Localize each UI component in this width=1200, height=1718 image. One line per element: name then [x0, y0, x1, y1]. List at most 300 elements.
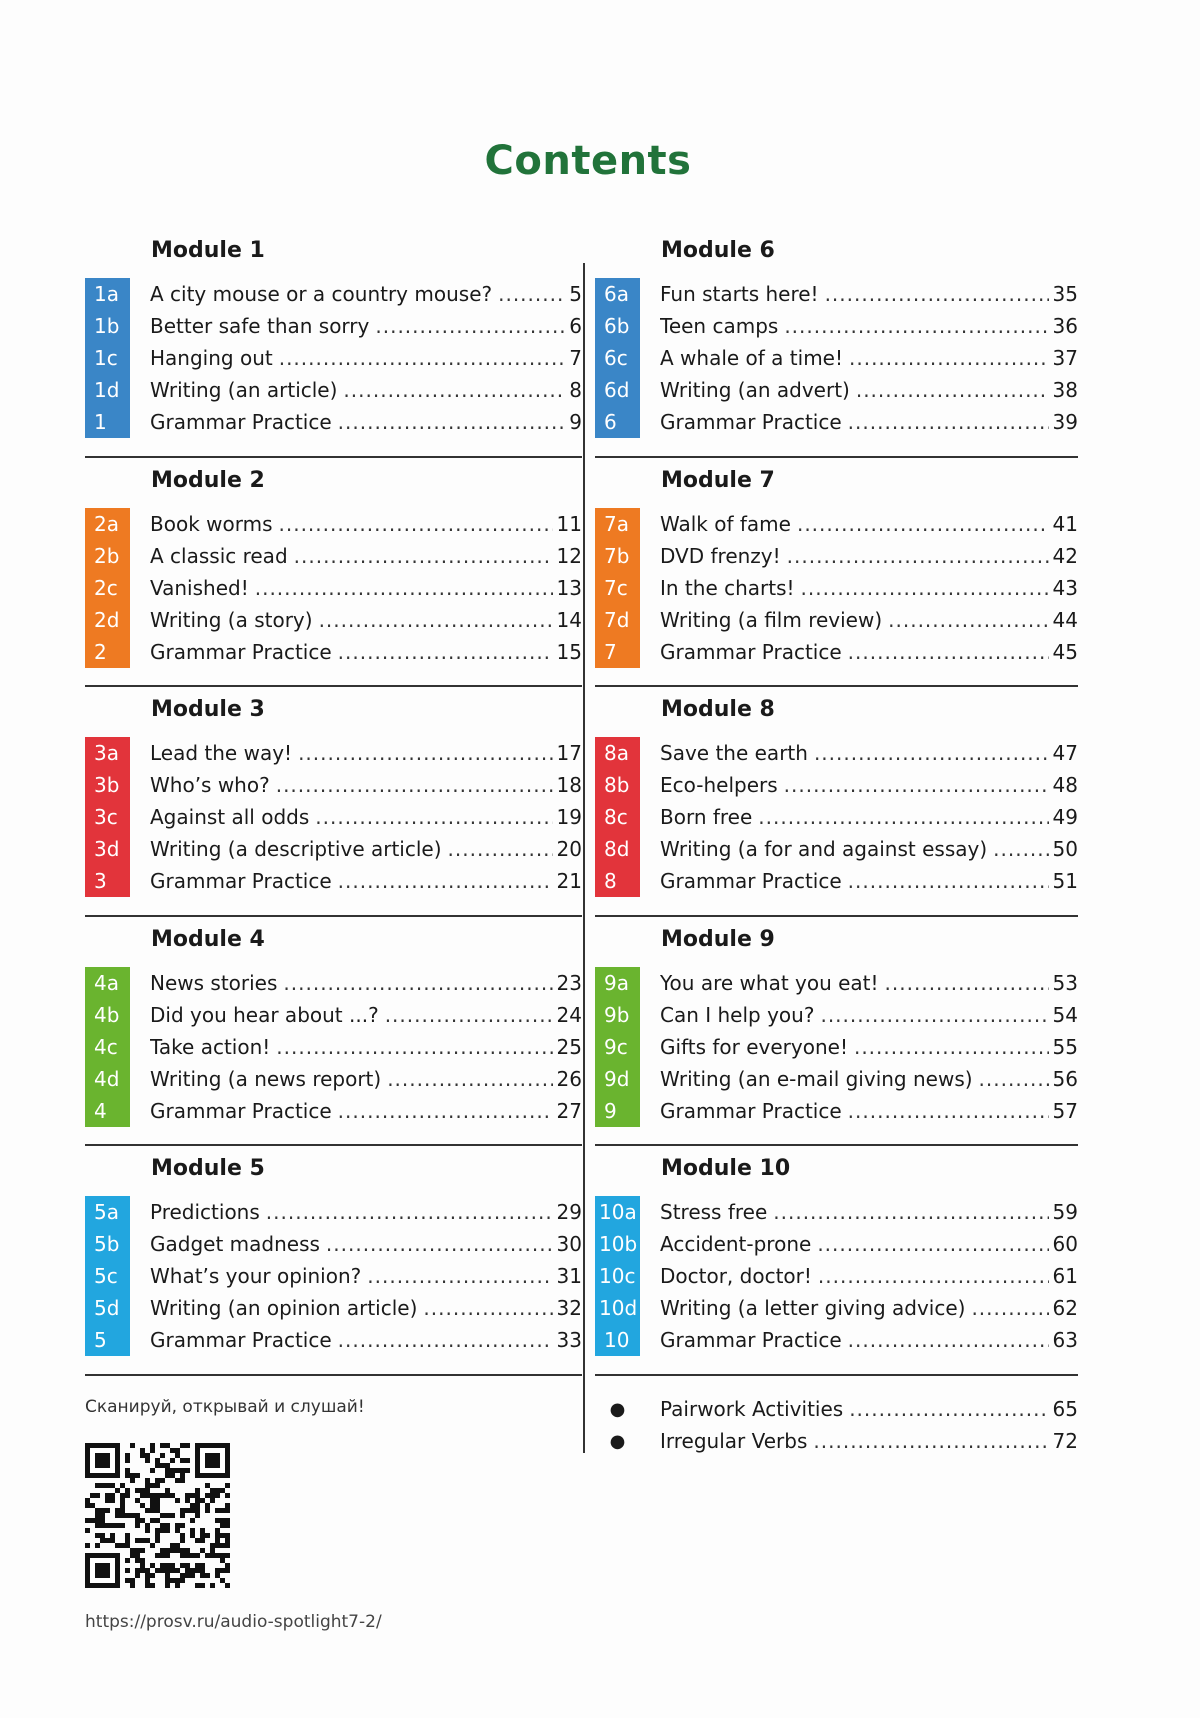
- lesson-list: [85, 508, 582, 668]
- bullet-icon: ●: [609, 1430, 626, 1452]
- lesson-row[interactable]: [595, 1095, 1078, 1127]
- lesson-row[interactable]: [85, 1196, 582, 1228]
- leader-dots: [801, 576, 1049, 600]
- lesson-code: 3b: [85, 769, 130, 801]
- lesson-code: 1d: [85, 374, 130, 406]
- leader-dots: [848, 410, 1049, 434]
- module-section: [595, 687, 1078, 917]
- leader-dots: [338, 1099, 553, 1123]
- lesson-title: What’s your opinion?: [150, 1264, 362, 1288]
- page-number: 19: [556, 805, 582, 829]
- page-number: 26: [556, 1066, 582, 1091]
- leader-dots: [848, 1099, 1049, 1123]
- extra-title: Pairwork Activities: [660, 1397, 844, 1421]
- module-title: Module 1: [151, 238, 265, 263]
- leader-dots: [813, 1429, 1048, 1453]
- lesson-code: 2b: [85, 540, 130, 572]
- lesson-title: Grammar Practice: [150, 1098, 332, 1123]
- lesson-row[interactable]: [85, 310, 582, 342]
- extra-row[interactable]: [595, 1425, 1078, 1457]
- lesson-title: Grammar Practice: [660, 410, 842, 434]
- lesson-row[interactable]: [85, 769, 582, 801]
- leader-dots: [848, 640, 1049, 664]
- lesson-row[interactable]: [595, 801, 1078, 833]
- lesson-entry: [150, 512, 582, 536]
- lesson-entry: [660, 608, 1078, 632]
- column-divider: [583, 263, 585, 1453]
- lesson-row[interactable]: [595, 999, 1078, 1031]
- leader-dots: [856, 378, 1049, 402]
- lesson-list: [85, 737, 582, 897]
- lesson-title: Teen camps: [660, 314, 779, 338]
- lesson-code: 4b: [85, 999, 130, 1031]
- lesson-entry: [660, 1099, 1078, 1123]
- lesson-code: 8d: [595, 833, 640, 865]
- lesson-entry: [660, 640, 1078, 664]
- lesson-entry: [150, 971, 582, 995]
- lesson-entry: [150, 1099, 582, 1123]
- lesson-title: Vanished!: [150, 575, 249, 600]
- leader-dots: [448, 837, 553, 861]
- lesson-entry: [150, 576, 582, 600]
- lesson-title: Grammar Practice: [150, 410, 332, 434]
- lesson-title: Grammar Practice: [660, 869, 842, 893]
- page-number: 15: [556, 639, 582, 664]
- lesson-title: DVD frenzy!: [660, 543, 781, 568]
- leader-dots: [854, 1035, 1049, 1059]
- lesson-code: 4a: [85, 967, 130, 999]
- lesson-title: Save the earth: [660, 741, 808, 765]
- lesson-title: Writing (a story): [150, 607, 313, 632]
- page-number: 12: [556, 543, 582, 568]
- leader-dots: [338, 640, 553, 664]
- lesson-entry: [660, 512, 1078, 536]
- page-number: 42: [1052, 543, 1078, 568]
- lesson-title: Better safe than sorry: [150, 314, 370, 338]
- lesson-code: 6: [595, 406, 640, 438]
- audio-url[interactable]: https://prosv.ru/audio-spotlight7-2/: [85, 1612, 382, 1632]
- lesson-row[interactable]: [595, 1324, 1078, 1356]
- lesson-code: 4d: [85, 1063, 130, 1095]
- page-number: 60: [1052, 1232, 1078, 1256]
- lesson-entry: [660, 805, 1078, 829]
- lesson-row[interactable]: [595, 1063, 1078, 1095]
- lesson-title: Stress free: [660, 1200, 768, 1224]
- lesson-title: Born free: [660, 805, 753, 829]
- leader-dots: [294, 544, 553, 568]
- lesson-title: In the charts!: [660, 575, 795, 600]
- leader-dots: [848, 869, 1049, 893]
- lesson-code: 9c: [595, 1031, 640, 1063]
- lesson-row[interactable]: [595, 604, 1078, 636]
- page-number: 41: [1052, 511, 1078, 536]
- page-number: 21: [556, 869, 582, 893]
- lesson-title: Fun starts here!: [660, 282, 819, 306]
- lesson-row[interactable]: [85, 1095, 582, 1127]
- leader-dots: [498, 282, 564, 306]
- leader-dots: [387, 1067, 552, 1091]
- lesson-code: 6c: [595, 342, 640, 374]
- page-number: 9: [569, 410, 582, 434]
- lesson-row[interactable]: [595, 865, 1078, 897]
- module-divider: [595, 1374, 1078, 1376]
- lesson-entry: [660, 1296, 1078, 1320]
- lesson-entry: [660, 741, 1078, 765]
- page-number: 39: [1052, 410, 1078, 434]
- lesson-code: 1b: [85, 310, 130, 342]
- leader-dots: [784, 314, 1048, 338]
- leader-dots: [848, 1328, 1049, 1352]
- lesson-code: 5b: [85, 1228, 130, 1260]
- lesson-row[interactable]: [595, 540, 1078, 572]
- page-number: 44: [1052, 607, 1078, 632]
- page-number: 20: [556, 837, 582, 861]
- lesson-entry: [660, 314, 1078, 338]
- lesson-entry: [150, 1200, 582, 1224]
- lesson-entry: [150, 773, 582, 797]
- lesson-title: Did you hear about ...?: [150, 1002, 379, 1027]
- lesson-entry: [150, 1328, 582, 1352]
- lesson-row[interactable]: [85, 342, 582, 374]
- module-section: [595, 228, 1078, 458]
- lesson-title: Grammar Practice: [150, 639, 332, 664]
- leader-dots: [818, 1264, 1049, 1288]
- module-section: [85, 917, 582, 1147]
- extra-title: Irregular Verbs: [660, 1429, 808, 1453]
- lesson-row[interactable]: [85, 636, 582, 668]
- lesson-row[interactable]: [595, 1031, 1078, 1063]
- page-number: 29: [556, 1200, 582, 1224]
- lesson-row[interactable]: [595, 737, 1078, 769]
- lesson-row[interactable]: [595, 636, 1078, 668]
- lesson-title: Grammar Practice: [660, 1328, 842, 1352]
- lesson-entry: [660, 1328, 1078, 1352]
- lesson-entry: [150, 1264, 582, 1288]
- lesson-entry: [660, 1200, 1078, 1224]
- lesson-entry: [150, 1232, 582, 1256]
- lesson-list: [85, 967, 582, 1127]
- lesson-row[interactable]: [595, 406, 1078, 438]
- lesson-row[interactable]: [595, 572, 1078, 604]
- lesson-row[interactable]: [85, 1292, 582, 1324]
- module-section: [85, 228, 582, 458]
- lesson-entry: [150, 410, 582, 434]
- lesson-title: Writing (a news report): [150, 1066, 382, 1091]
- module-title: Module 2: [151, 467, 265, 493]
- lesson-entry: [150, 1067, 582, 1091]
- lesson-code: 9a: [595, 967, 640, 999]
- page-title: Contents: [484, 138, 692, 184]
- lesson-code: 3d: [85, 833, 130, 865]
- lesson-code: 5a: [85, 1196, 130, 1228]
- module-title: Module 5: [151, 1156, 265, 1181]
- leader-dots: [814, 741, 1049, 765]
- page-number: 48: [1052, 773, 1078, 797]
- lesson-code: 10b: [595, 1228, 640, 1260]
- lesson-code: 4c: [85, 1031, 130, 1063]
- extra-entry: [660, 1429, 1078, 1453]
- lesson-row[interactable]: [85, 508, 582, 540]
- lesson-code: 6b: [595, 310, 640, 342]
- lesson-entry: [150, 1035, 582, 1059]
- lesson-title: Writing (a film review): [660, 607, 883, 632]
- lesson-title: Grammar Practice: [150, 869, 332, 893]
- lesson-code: 7d: [595, 604, 640, 636]
- module-title: Module 6: [661, 238, 775, 263]
- lesson-code: 10: [595, 1324, 640, 1356]
- lesson-code: 3c: [85, 801, 130, 833]
- lesson-code: 10a: [595, 1196, 640, 1228]
- lesson-row[interactable]: [595, 1196, 1078, 1228]
- page-number: 65: [1052, 1397, 1078, 1421]
- page-number: 23: [556, 970, 582, 995]
- lesson-code: 10c: [595, 1260, 640, 1292]
- leader-dots: [797, 512, 1049, 536]
- contents-column-left: [85, 228, 582, 1376]
- leader-dots: [825, 282, 1049, 306]
- lesson-code: 9b: [595, 999, 640, 1031]
- extras-list: [595, 1393, 1078, 1457]
- lesson-code: 2d: [85, 604, 130, 636]
- leader-dots: [888, 608, 1048, 632]
- lesson-code: 7c: [595, 572, 640, 604]
- lesson-row[interactable]: [85, 374, 582, 406]
- lesson-code: 3a: [85, 737, 130, 769]
- lesson-title: Writing (an opinion article): [150, 1296, 418, 1320]
- module-title: Module 3: [151, 697, 265, 722]
- lesson-list: [595, 967, 1078, 1127]
- lesson-title: Walk of fame: [660, 511, 791, 536]
- leader-dots: [319, 608, 553, 632]
- lesson-title: Writing (a letter giving advice): [660, 1296, 966, 1320]
- leader-dots: [820, 1003, 1048, 1027]
- lesson-row[interactable]: [85, 540, 582, 572]
- lesson-code: 3: [85, 865, 130, 897]
- lesson-row[interactable]: [595, 967, 1078, 999]
- leader-dots: [279, 512, 553, 536]
- lesson-entry: [150, 544, 582, 568]
- lesson-entry: [150, 282, 582, 306]
- scan-caption: Сканируй, открывай и слушай!: [85, 1397, 365, 1417]
- module-section: [595, 917, 1078, 1147]
- lesson-code: 2c: [85, 572, 130, 604]
- page-number: 49: [1052, 805, 1078, 829]
- lesson-code: 7a: [595, 508, 640, 540]
- lesson-entry: [660, 346, 1078, 370]
- lesson-entry: [660, 1264, 1078, 1288]
- page-number: 18: [556, 773, 582, 797]
- page-number: 35: [1052, 282, 1078, 306]
- lesson-row[interactable]: [595, 508, 1078, 540]
- lesson-row[interactable]: [85, 999, 582, 1031]
- bullet-icon: ●: [609, 1398, 626, 1420]
- lesson-entry: [150, 741, 582, 765]
- leader-dots: [375, 314, 564, 338]
- lesson-code: 8c: [595, 801, 640, 833]
- lesson-title: A classic read: [150, 543, 288, 568]
- lesson-row[interactable]: [85, 1260, 582, 1292]
- lesson-row[interactable]: [595, 374, 1078, 406]
- lesson-list: [85, 1196, 582, 1356]
- page-number: 72: [1052, 1429, 1078, 1453]
- leader-dots: [773, 1200, 1048, 1224]
- leader-dots: [367, 1264, 552, 1288]
- lesson-title: You are what you eat!: [660, 970, 879, 995]
- lesson-row[interactable]: [595, 310, 1078, 342]
- module-section: [85, 687, 582, 917]
- lesson-code: 1c: [85, 342, 130, 374]
- lesson-entry: [660, 773, 1078, 797]
- module-section: [85, 458, 582, 688]
- lesson-row[interactable]: [85, 737, 582, 769]
- lesson-code: 7: [595, 636, 640, 668]
- lesson-row[interactable]: [595, 1228, 1078, 1260]
- lesson-row[interactable]: [85, 604, 582, 636]
- lesson-row[interactable]: [595, 278, 1078, 310]
- lesson-row[interactable]: [85, 1324, 582, 1356]
- leader-dots: [298, 741, 552, 765]
- page-number: 57: [1052, 1098, 1078, 1123]
- page-number: 51: [1052, 869, 1078, 893]
- page-number: 61: [1052, 1264, 1078, 1288]
- page-number: 7: [569, 346, 582, 370]
- lesson-title: Lead the way!: [150, 741, 293, 765]
- lesson-list: [595, 737, 1078, 897]
- page-number: 56: [1052, 1066, 1078, 1091]
- leader-dots: [266, 1200, 553, 1224]
- lesson-list: [595, 278, 1078, 438]
- lesson-entry: [150, 314, 582, 338]
- lesson-row[interactable]: [85, 801, 582, 833]
- lesson-code: 8b: [595, 769, 640, 801]
- lesson-entry: [660, 1035, 1078, 1059]
- lesson-entry: [660, 1067, 1078, 1091]
- page-number: 5: [569, 282, 582, 306]
- leader-dots: [817, 1232, 1048, 1256]
- lesson-title: Grammar Practice: [150, 1328, 332, 1352]
- page-number: 38: [1052, 378, 1078, 402]
- leader-dots: [979, 1067, 1049, 1091]
- lesson-code: 8a: [595, 737, 640, 769]
- lesson-title: A city mouse or a country mouse?: [150, 282, 493, 306]
- lesson-entry: [660, 282, 1078, 306]
- page-number: 43: [1052, 575, 1078, 600]
- leader-dots: [315, 805, 552, 829]
- lesson-entry: [150, 805, 582, 829]
- lesson-row[interactable]: [595, 1292, 1078, 1324]
- leader-dots: [283, 971, 552, 995]
- page-number: 8: [569, 378, 582, 402]
- lesson-row[interactable]: [85, 406, 582, 438]
- lesson-entry: [150, 869, 582, 893]
- lesson-row[interactable]: [85, 967, 582, 999]
- extra-row[interactable]: [595, 1393, 1078, 1425]
- lesson-code: 6a: [595, 278, 640, 310]
- module-title: Module 9: [661, 926, 775, 952]
- lesson-row[interactable]: [595, 1260, 1078, 1292]
- page-number: 59: [1052, 1200, 1078, 1224]
- lesson-row[interactable]: [85, 1228, 582, 1260]
- page-number: 27: [556, 1098, 582, 1123]
- qr-code-icon[interactable]: [85, 1443, 230, 1588]
- lesson-code: 9d: [595, 1063, 640, 1095]
- page-number: 36: [1052, 314, 1078, 338]
- leader-dots: [971, 1296, 1048, 1320]
- page-number: 17: [556, 741, 582, 765]
- leader-dots: [326, 1232, 553, 1256]
- lesson-title: Writing (a for and against essay): [660, 837, 988, 861]
- leader-dots: [338, 410, 564, 434]
- lesson-code: 10d: [595, 1292, 640, 1324]
- lesson-list: [595, 508, 1078, 668]
- leader-dots: [758, 805, 1048, 829]
- lesson-title: Doctor, doctor!: [660, 1264, 812, 1288]
- leader-dots: [276, 1035, 552, 1059]
- leader-dots: [885, 971, 1049, 995]
- page-number: 25: [556, 1034, 582, 1059]
- module-title: Module 7: [661, 467, 775, 493]
- lesson-entry: [150, 378, 582, 402]
- lesson-entry: [150, 1296, 582, 1320]
- lesson-entry: [660, 576, 1078, 600]
- page-number: 62: [1052, 1296, 1078, 1320]
- page-number: 24: [556, 1002, 582, 1027]
- lesson-entry: [660, 544, 1078, 568]
- contents-column-right: [595, 228, 1078, 1376]
- lesson-entry: [150, 640, 582, 664]
- lesson-row[interactable]: [85, 572, 582, 604]
- page-number: 6: [569, 314, 582, 338]
- leader-dots: [849, 346, 1049, 370]
- page-number: 33: [556, 1328, 582, 1352]
- page-number: 31: [556, 1264, 582, 1288]
- leader-dots: [338, 869, 553, 893]
- lesson-row[interactable]: [85, 1063, 582, 1095]
- lesson-code: 5d: [85, 1292, 130, 1324]
- lesson-entry: [150, 1003, 582, 1027]
- lesson-code: 7b: [595, 540, 640, 572]
- lesson-entry: [660, 869, 1078, 893]
- leader-dots: [343, 378, 564, 402]
- leader-dots: [787, 544, 1049, 568]
- lesson-row[interactable]: [85, 865, 582, 897]
- lesson-title: News stories: [150, 970, 278, 995]
- lesson-row[interactable]: [85, 833, 582, 865]
- lesson-title: Hanging out: [150, 346, 273, 370]
- lesson-title: Accident-prone: [660, 1232, 812, 1256]
- lesson-title: Gifts for everyone!: [660, 1034, 848, 1059]
- extra-entry: [660, 1397, 1078, 1421]
- lesson-row[interactable]: [85, 278, 582, 310]
- lesson-title: Writing (an article): [150, 378, 338, 402]
- leader-dots: [993, 837, 1048, 861]
- lesson-code: 6d: [595, 374, 640, 406]
- lesson-row[interactable]: [595, 342, 1078, 374]
- leader-dots: [423, 1296, 552, 1320]
- lesson-entry: [660, 971, 1078, 995]
- module-section: [595, 1146, 1078, 1376]
- lesson-row[interactable]: [595, 769, 1078, 801]
- lesson-title: Who’s who?: [150, 773, 270, 797]
- lesson-code: 9: [595, 1095, 640, 1127]
- lesson-row[interactable]: [85, 1031, 582, 1063]
- module-title: Module 4: [151, 926, 265, 952]
- lesson-row[interactable]: [595, 833, 1078, 865]
- leader-dots: [784, 773, 1049, 797]
- lesson-entry: [660, 410, 1078, 434]
- page-number: 47: [1052, 741, 1078, 765]
- lesson-title: Against all odds: [150, 805, 310, 829]
